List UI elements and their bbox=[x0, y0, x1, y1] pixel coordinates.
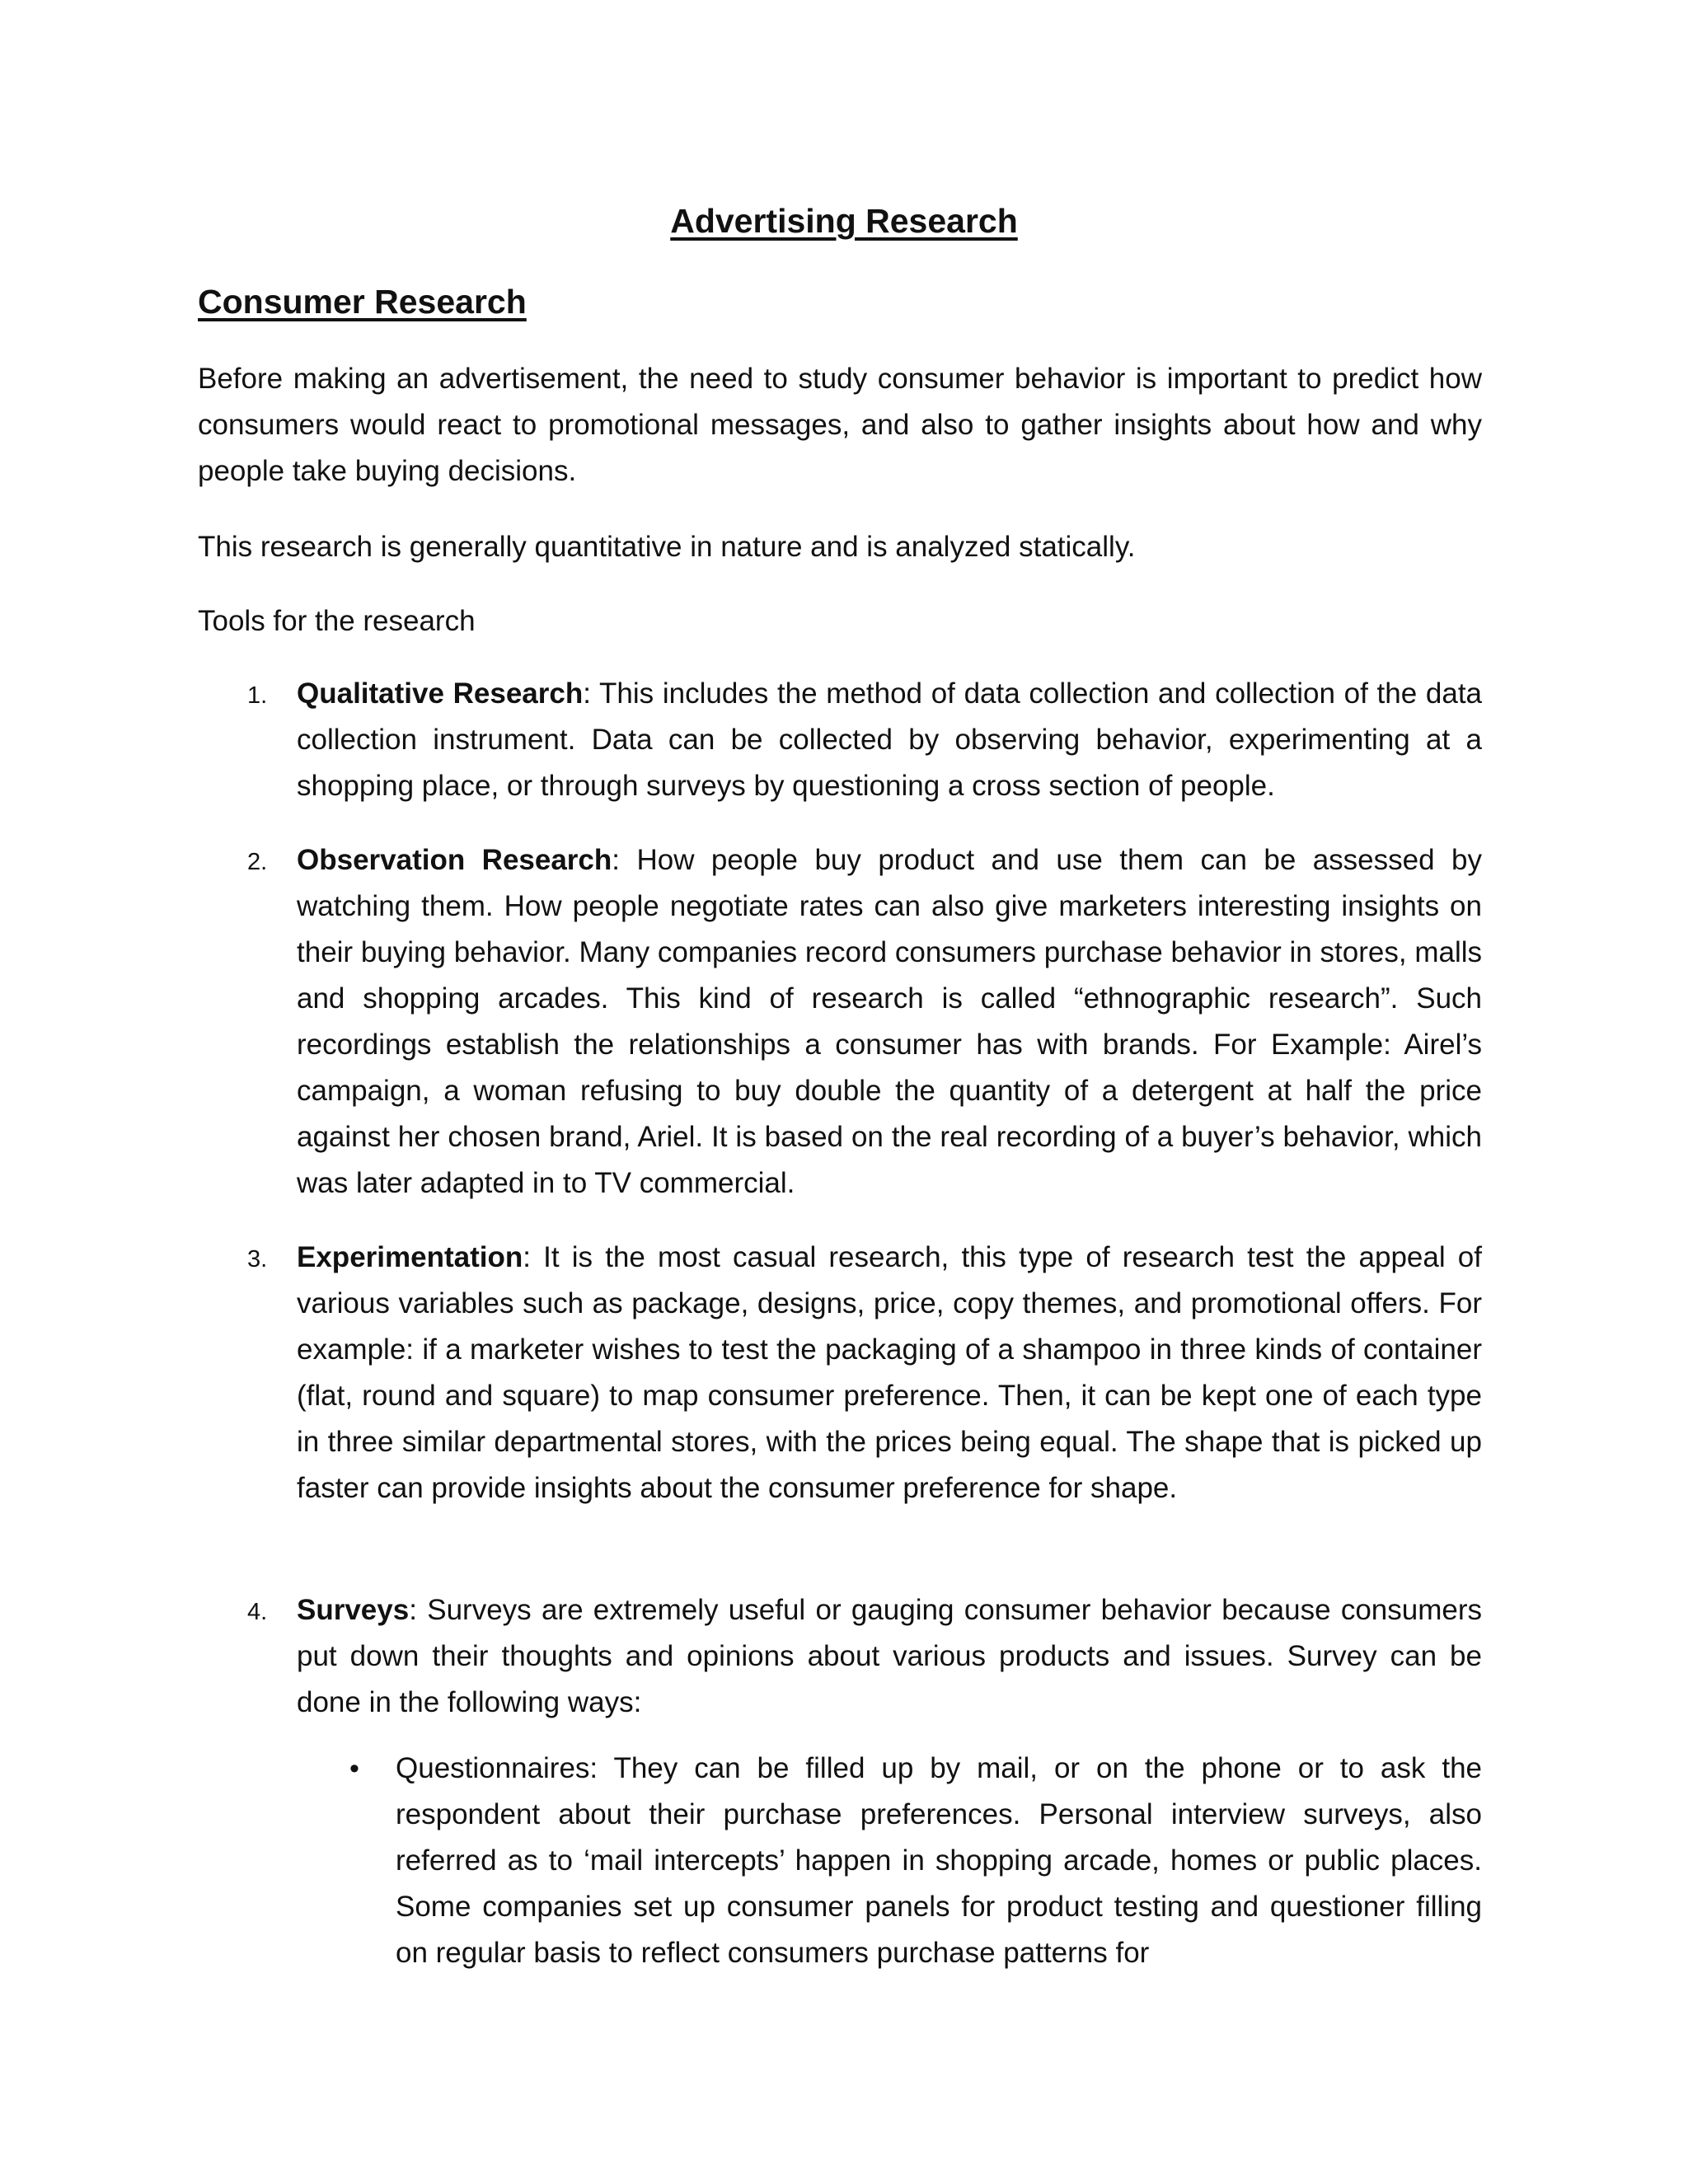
bullet-item-text: Questionnaires: They can be filled up by mail, or on the phone or to ask the respondent about their purchase preferences. Personal interview surveys, also referred as to ‘mail intercepts’ happen in shopping arcade, homes or public places. Some companies set up consumer panels for product testing and questioner filling on regular basis to reflect consumers purchase patterns for bbox=[396, 1752, 1482, 1969]
list-item-separator: : bbox=[523, 1241, 531, 1273]
list-number: 2. bbox=[247, 849, 268, 875]
nature-paragraph: This research is generally quantitative in nature and is analyzed statically. bbox=[198, 531, 1136, 563]
list-item-term: Observation Research bbox=[297, 844, 612, 876]
list-item-term: Surveys bbox=[297, 1594, 410, 1626]
list-item bbox=[198, 1235, 1482, 1511]
list-item bbox=[198, 1587, 1482, 1726]
list-item-term: Qualitative Research bbox=[297, 677, 584, 710]
list-item-body bbox=[297, 1235, 1482, 1511]
document-title: Advertising Research bbox=[670, 202, 1018, 240]
bullet-icon: • bbox=[349, 1753, 359, 1784]
section-heading: Consumer Research bbox=[198, 283, 527, 321]
list-number: 1. bbox=[247, 682, 268, 709]
list-item-text: Surveys are extremely useful or gauging consumer behavior because consumers put down their thoughts and opinions about various products and issues. Survey can be done in the following ways: bbox=[297, 1594, 1482, 1718]
list-item bbox=[198, 837, 1482, 1207]
list-item-separator: : bbox=[409, 1594, 417, 1626]
list-item-separator: : bbox=[612, 844, 621, 876]
list-item-text: How people buy product and use them can be assessed by watching them. How people negotiate rates can also give marketers interesting insights on their buying behavior. Many companies record consumers purchase behavior in stores, malls and shopping arcades. This kind of research is called “ethnographic research”. Such recordings establish the relationships a consumer has with brands. For Example: Airel’s campaign, a woman refusing to buy double the quantity of a detergent at half the price against her chosen brand, Ariel. It is based on the real recording of a buyer’s behavior, which was later adapted in to TV commercial. bbox=[297, 844, 1482, 1199]
list-item-text: It is the most casual research, this type of research test the appeal of various variables such as package, designs, price, copy themes, and promotional offers. For example: if a marketer wishes to test the packaging of a shampoo in three kinds of container (flat, round and square) to map consumer preference. Then, it can be kept one of each type in three similar departmental stores, with the prices being equal. The shape that is picked up faster can provide insights about the consumer preference for shape. bbox=[297, 1241, 1482, 1504]
list-item-body bbox=[297, 837, 1482, 1207]
list-item-text: This includes the method of data collection and collection of the data collection instrument. Data can be collected by observing behavior, experimenting at a shopping place, or through surveys by questioning a cross section of people. bbox=[297, 677, 1483, 802]
list-item-separator: : bbox=[583, 677, 591, 710]
list-item-body bbox=[297, 1587, 1482, 1726]
list-number: 4. bbox=[247, 1599, 268, 1625]
list-item-body bbox=[297, 671, 1482, 809]
bullet-item bbox=[198, 1746, 1482, 1976]
tools-intro-paragraph: Tools for the research bbox=[198, 605, 476, 637]
list-number: 3. bbox=[247, 1246, 268, 1272]
list-item bbox=[198, 671, 1482, 809]
list-item-term: Experimentation bbox=[297, 1241, 523, 1273]
intro-paragraph: Before making an advertisement, the need to study consumer behavior is important to predict how consumers would react to promotional messages, and also to gather insights about how and why people take buying decisions. bbox=[198, 363, 1482, 487]
